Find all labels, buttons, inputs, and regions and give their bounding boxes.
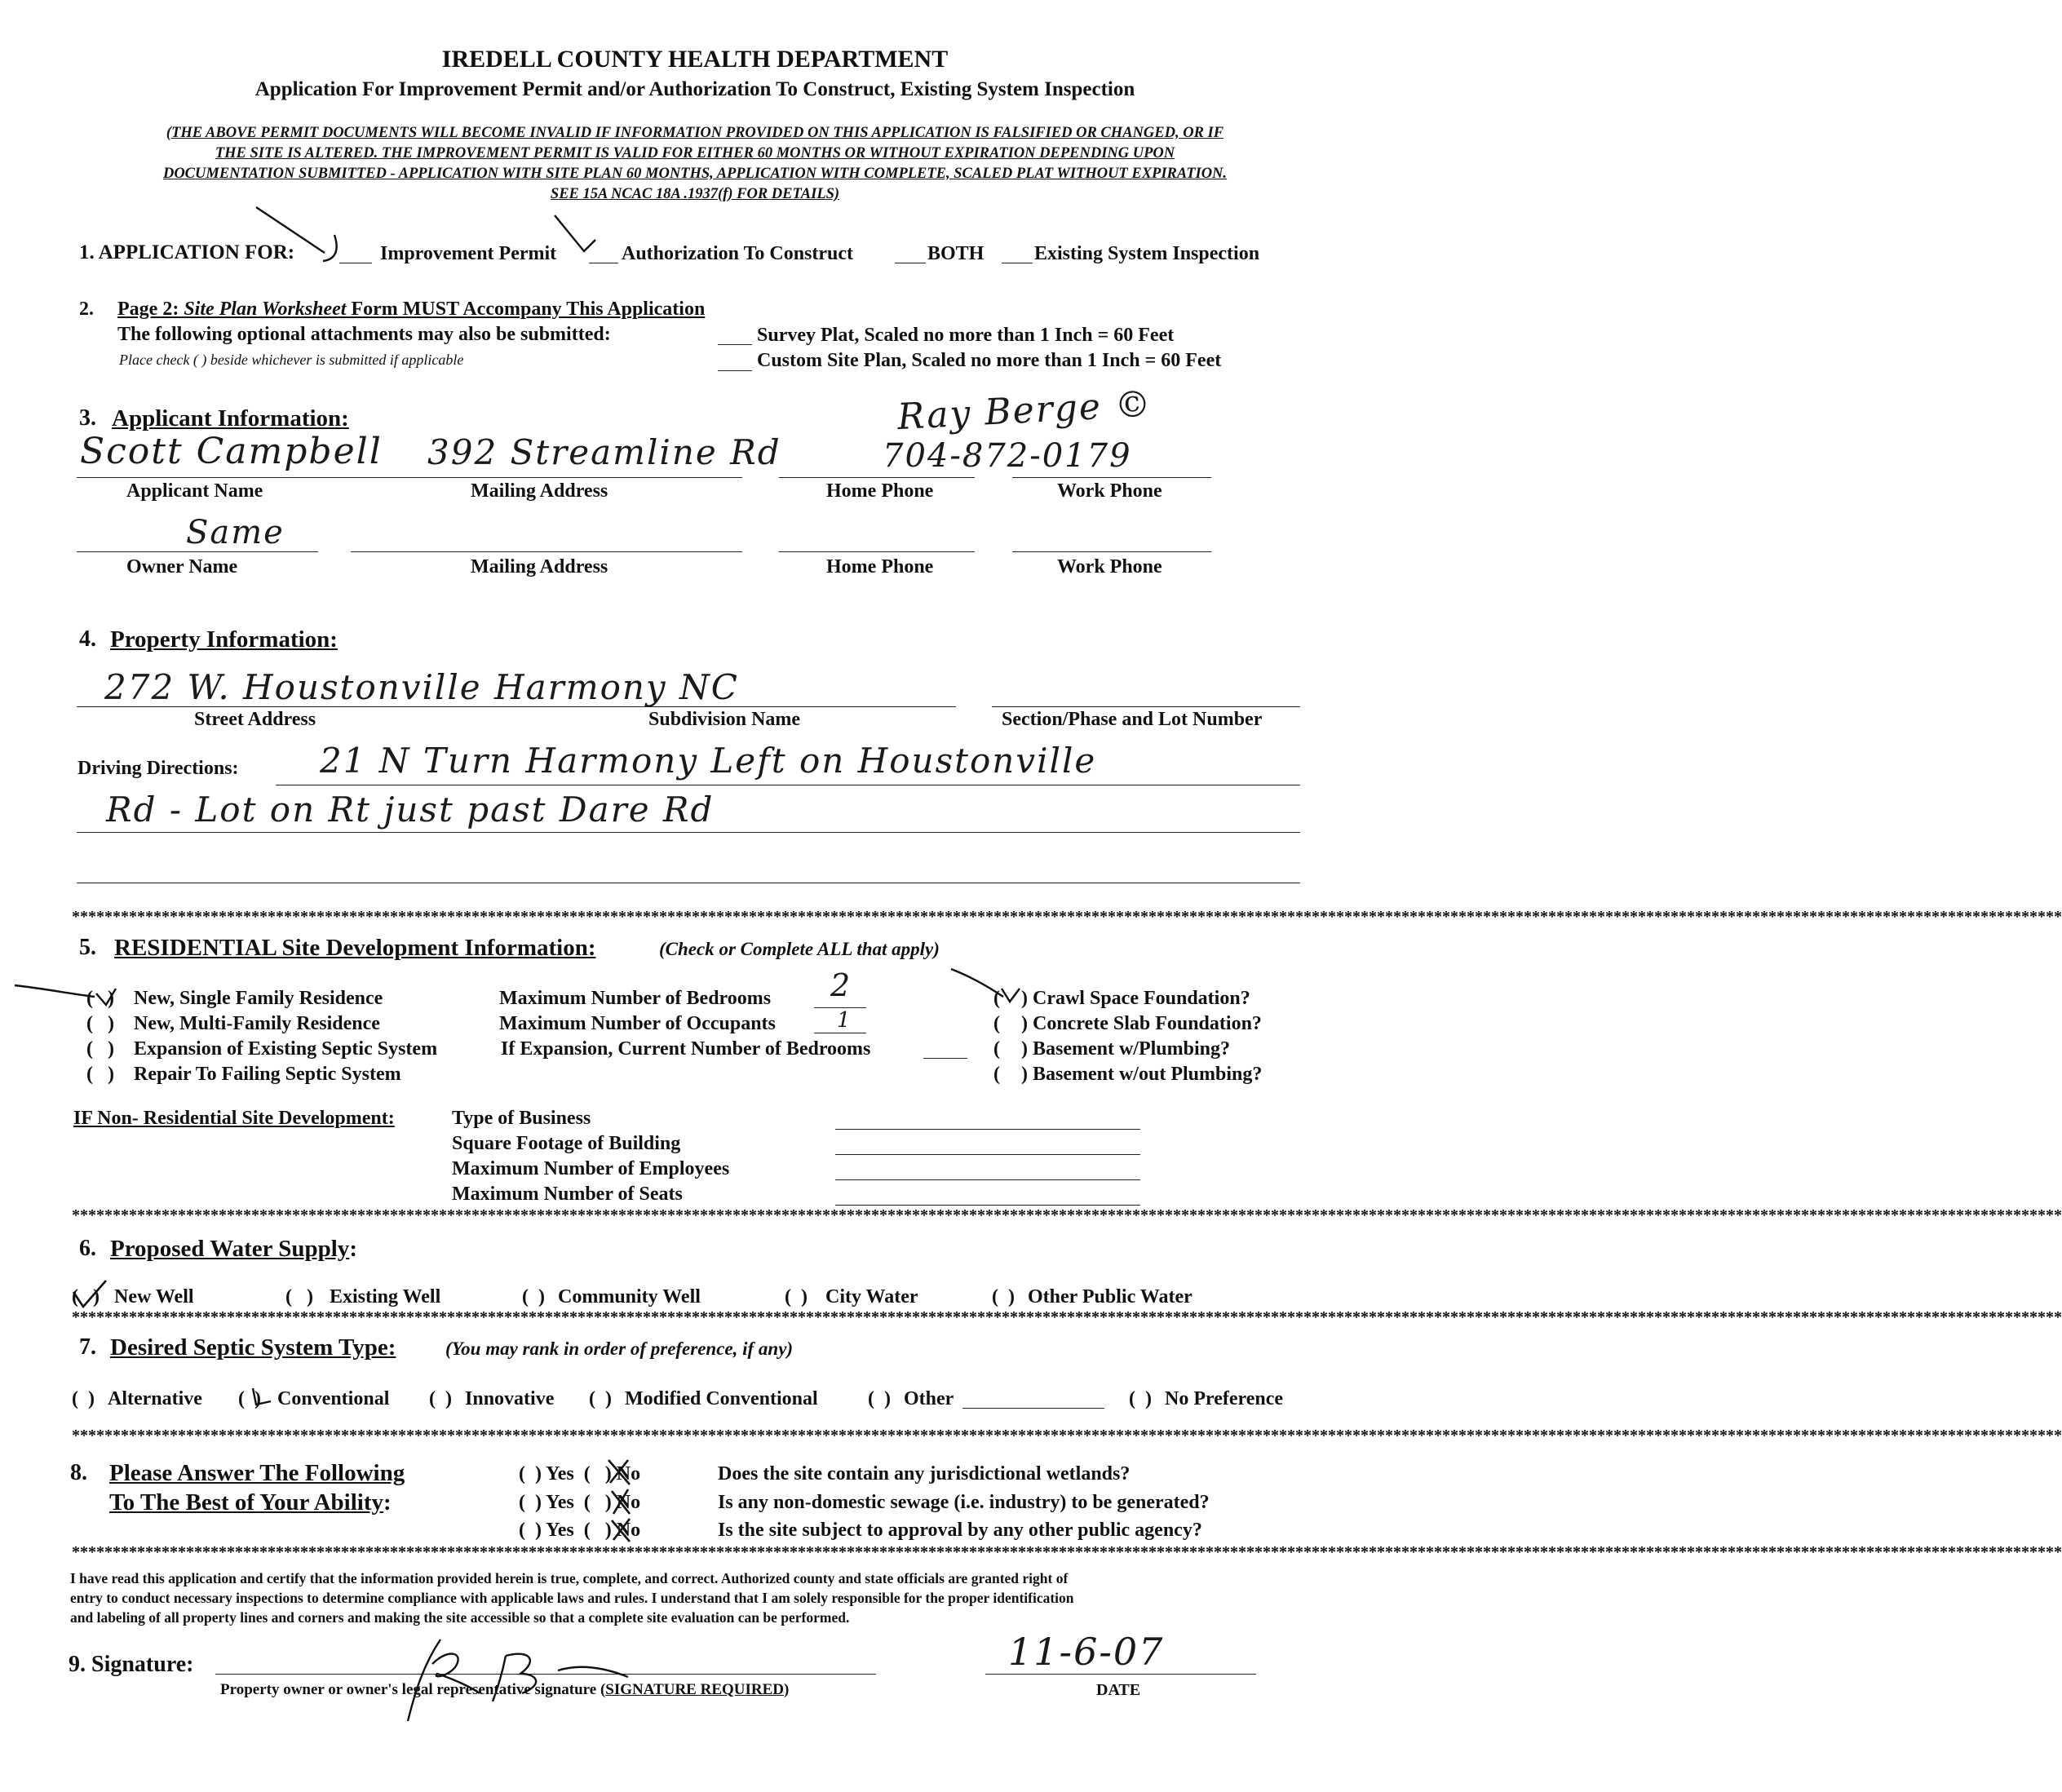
option-concrete-slab[interactable]: ) Concrete Slab Foundation? xyxy=(1021,1013,1262,1034)
notice-line: THE SITE IS ALTERED. THE IMPROVEMENT PERMIT IS VALID FOR EITHER 60 MONTHS OR WITHOUT EXPIRATION DEPENDING UPON xyxy=(215,145,1175,162)
question-row-2: ( ) Yes ( ) No xyxy=(519,1492,641,1513)
owner-mailing-address-label: Mailing Address xyxy=(471,556,608,577)
no-label[interactable]: No xyxy=(616,1520,641,1541)
separator: **************************************************************************************************************************************************************************************************************************************************** xyxy=(72,1427,2062,1445)
caption-part: Property owner or owner's legal representative signature ( xyxy=(220,1681,606,1698)
type-of-business-label: Type of Business xyxy=(452,1108,591,1129)
max-bedrooms-label: Maximum Number of Bedrooms xyxy=(499,988,772,1009)
option-both[interactable]: BOTH xyxy=(927,243,985,264)
separator: **************************************************************************************************************************************************************************************************************************************************** xyxy=(72,1543,2062,1561)
residential-hint: (Check or Complete ALL that apply) xyxy=(659,939,940,959)
home-phone-label: Home Phone xyxy=(826,480,934,502)
option-authorization-to-construct[interactable]: Authorization To Construct xyxy=(622,243,854,264)
check-mark-icon xyxy=(246,1383,274,1411)
checkbox-paren[interactable]: ( ) xyxy=(992,1286,1015,1307)
check-mark-icon xyxy=(11,977,134,1018)
date-label: DATE xyxy=(1096,1681,1141,1699)
heading-colon: : xyxy=(383,1489,392,1515)
option-crawl-space[interactable]: ) Crawl Space Foundation? xyxy=(1021,988,1250,1009)
notice-line: DOCUMENTATION SUBMITTED - APPLICATION WITH SITE PLAN 60 MONTHS, APPLICATION WITH COMPLETE, SCALED PLAT WITHOUT EXPIRATION. xyxy=(162,166,1228,182)
checkbox-paren[interactable]: ( ) xyxy=(86,1064,114,1085)
title-part: Page 2: xyxy=(117,299,184,320)
question-row-3: ( ) Yes ( ) No xyxy=(519,1520,641,1541)
check-mark-icon xyxy=(548,210,622,268)
application-for-label: 1. APPLICATION FOR: xyxy=(79,241,295,263)
site-plan-requirement xyxy=(117,299,705,321)
heading-text: To The Best of Your Ability xyxy=(109,1489,383,1515)
checkbox-paren[interactable]: ( ) xyxy=(86,1013,114,1034)
directions-handwriting-line2[interactable]: Rd - Lot on Rt just past Dare Rd xyxy=(106,790,715,830)
driving-directions-label: Driving Directions: xyxy=(77,758,239,779)
question-other-agency: Is the site subject to approval by any other public agency? xyxy=(718,1520,1202,1541)
question-wetlands: Does the site contain any jurisdictional wetlands? xyxy=(718,1463,1131,1484)
heading-colon: : xyxy=(349,1236,357,1262)
phone-handwriting[interactable]: 704-872-0179 xyxy=(883,437,1132,475)
certification-line: I have read this application and certify that the information provided herein is true, complete, and correct. Authorized county and state officials are granted right of xyxy=(70,1570,1069,1586)
separator: **************************************************************************************************************************************************************************************************************************************************** xyxy=(72,908,2062,926)
notice-line: (THE ABOVE PERMIT DOCUMENTS WILL BECOME INVALID IF INFORMATION PROVIDED ON THIS APPLICATION IS FALSIFIED OR CHANGED, OR IF xyxy=(166,125,1224,141)
option-repair: Repair To Failing Septic System xyxy=(134,1064,401,1085)
date-handwriting[interactable]: 11-6-07 xyxy=(1008,1630,1165,1674)
section-number: 8. xyxy=(70,1460,87,1485)
option-multi-family: New, Multi-Family Residence xyxy=(134,1013,380,1034)
x-mark-icon xyxy=(604,1457,636,1489)
check-note: Place check ( ) beside whichever is submitted if applicable xyxy=(119,352,464,368)
option-custom-site-plan[interactable]: Custom Site Plan, Scaled no more than 1 Inch = 60 Feet xyxy=(757,350,1222,371)
street-address-handwriting[interactable]: 272 W. Houstonville Harmony NC xyxy=(104,667,739,707)
bedrooms-handwriting[interactable]: 2 xyxy=(830,967,852,1003)
section-number: 7. xyxy=(79,1334,96,1360)
section-number: 4. xyxy=(79,626,96,652)
street-address-label: Street Address xyxy=(194,709,316,730)
owner-work-phone-label: Work Phone xyxy=(1057,556,1162,577)
check-mark-icon xyxy=(245,202,375,268)
signature-required-note: SIGNATURE REQUIRED xyxy=(605,1681,785,1698)
option-conventional: Conventional xyxy=(277,1388,390,1409)
form-title: IREDELL COUNTY HEALTH DEPARTMENT xyxy=(441,46,949,73)
separator: **************************************************************************************************************************************************************************************************************************************************** xyxy=(72,1206,2062,1224)
option-new-well: New Well xyxy=(114,1286,194,1307)
title-part: Site Plan Worksheet xyxy=(184,299,347,320)
option-other: Other xyxy=(904,1388,954,1409)
checkbox-paren[interactable]: ( ) xyxy=(868,1388,891,1409)
property-information-heading: Property Information: xyxy=(110,626,338,653)
heading-text: Proposed Water Supply xyxy=(110,1236,350,1262)
checkbox-paren[interactable]: ( ) xyxy=(72,1388,95,1409)
septic-type-hint: (You may rank in order of preference, if any) xyxy=(445,1338,794,1359)
signature-handwriting[interactable] xyxy=(383,1631,644,1729)
owner-home-phone-label: Home Phone xyxy=(826,556,934,577)
directions-handwriting-line1[interactable]: 21 N Turn Harmony Left on Houstonville xyxy=(320,741,1097,781)
checkbox-paren[interactable]: ( ) xyxy=(285,1286,313,1307)
septic-type-heading: Desired Septic System Type: xyxy=(110,1334,396,1361)
question-row-1: ( ) Yes ( ) No xyxy=(519,1463,641,1484)
form-subtitle: Application For Improvement Permit and/or Authorization To Construct, Existing System Inspection xyxy=(254,78,1135,100)
occupants-handwriting[interactable]: 1 xyxy=(837,1008,852,1033)
signature-label: 9. Signature: xyxy=(69,1652,194,1677)
option-modified-conventional: Modified Conventional xyxy=(625,1388,818,1409)
option-basement-plumbing[interactable]: ) Basement w/Plumbing? xyxy=(1021,1038,1231,1060)
checkbox-paren[interactable]: ( ) xyxy=(785,1286,808,1307)
option-existing-well: Existing Well xyxy=(330,1286,441,1307)
applicant-name-handwriting[interactable]: Scott Campbell xyxy=(80,431,383,472)
option-single-family: New, Single Family Residence xyxy=(134,988,383,1009)
option-other-public-water: Other Public Water xyxy=(1028,1286,1193,1307)
max-employees-label: Maximum Number of Employees xyxy=(452,1158,730,1179)
checkbox-paren[interactable]: ( ) xyxy=(86,1038,114,1060)
section-number: 6. xyxy=(79,1236,96,1261)
x-mark-icon xyxy=(605,1514,641,1546)
applicant-name-label: Applicant Name xyxy=(126,480,263,502)
question-non-domestic-sewage: Is any non-domestic sewage (i.e. industry) to be generated? xyxy=(718,1492,1210,1513)
checkbox-paren[interactable]: ( ) xyxy=(429,1388,452,1409)
option-survey-plat[interactable]: Survey Plat, Scaled no more than 1 Inch = 60 Feet xyxy=(757,325,1175,346)
yes-label[interactable]: Yes xyxy=(546,1492,574,1513)
option-innovative: Innovative xyxy=(465,1388,555,1409)
applicant-information-heading: Applicant Information: xyxy=(112,405,349,431)
square-footage-label: Square Footage of Building xyxy=(452,1133,681,1154)
section-lot-number-label: Section/Phase and Lot Number xyxy=(1002,709,1263,730)
checkbox-paren[interactable]: ( ) xyxy=(72,1286,100,1307)
title-part: Form MUST Accompany This Application xyxy=(346,299,706,320)
questions-heading-line1: Please Answer The Following xyxy=(109,1460,405,1486)
non-residential-label: IF Non- Residential Site Development: xyxy=(73,1108,395,1129)
checkbox-paren[interactable]: ( xyxy=(993,988,1000,1009)
owner-name-handwriting[interactable]: Same xyxy=(186,514,285,551)
option-existing-system-inspection[interactable]: Existing System Inspection xyxy=(1034,243,1260,264)
mailing-address-label: Mailing Address xyxy=(471,480,608,502)
separator: **************************************************************************************************************************************************************************************************************************************************** xyxy=(72,1308,2062,1326)
yes-label[interactable]: Yes xyxy=(546,1463,574,1484)
checkbox-paren[interactable]: ( ) xyxy=(86,988,114,1009)
option-no-preference: No Preference xyxy=(1165,1388,1284,1409)
caption-part: ) xyxy=(784,1681,790,1698)
checkbox-paren[interactable]: ( xyxy=(993,1064,1000,1085)
no-label[interactable]: No xyxy=(616,1463,641,1484)
signature-caption xyxy=(220,1681,789,1699)
option-community-well: Community Well xyxy=(558,1286,701,1307)
option-improvement-permit[interactable]: Improvement Permit xyxy=(380,243,557,264)
questions-heading-line2 xyxy=(109,1489,392,1516)
checkbox-paren[interactable]: ( ) xyxy=(238,1388,261,1409)
mailing-address-handwriting[interactable]: 392 Streamline Rd xyxy=(427,432,781,472)
optional-attachments-text: The following optional attachments may also be submitted: xyxy=(117,324,611,345)
section-number: 3. xyxy=(79,405,96,431)
checkbox-paren[interactable]: ( ) xyxy=(1129,1388,1152,1409)
subdivision-name-label: Subdivision Name xyxy=(648,709,801,730)
work-phone-label: Work Phone xyxy=(1057,480,1162,502)
owner-name-label: Owner Name xyxy=(126,556,238,577)
no-label[interactable]: No xyxy=(616,1492,641,1513)
check-mark-icon xyxy=(948,964,1029,1013)
option-expansion: Expansion of Existing Septic System xyxy=(134,1038,438,1060)
option-city-water: City Water xyxy=(825,1286,918,1307)
option-alternative: Alternative xyxy=(108,1388,202,1409)
certification-line: and labeling of all property lines and corners and making the site accessible so that a complete site evaluation can be performed. xyxy=(70,1609,850,1626)
notice-line: SEE 15A NCAC 18A .1937(f) FOR DETAILS) xyxy=(550,186,840,202)
checkbox-paren[interactable]: ( ) xyxy=(589,1388,612,1409)
checkbox-paren[interactable]: ( xyxy=(993,1013,1000,1034)
checkbox-paren[interactable]: ( xyxy=(993,1038,1000,1060)
checkbox-paren[interactable]: ( ) xyxy=(522,1286,545,1307)
section-number: 5. xyxy=(79,935,96,960)
option-basement-no-plumbing[interactable]: ) Basement w/out Plumbing? xyxy=(1021,1064,1263,1085)
contact-name-handwriting: Ray Berge © xyxy=(896,383,1153,439)
max-seats-label: Maximum Number of Seats xyxy=(452,1184,683,1205)
residential-heading: RESIDENTIAL Site Development Information: xyxy=(114,935,596,961)
section-number: 2. xyxy=(79,299,94,320)
current-bedrooms-label: If Expansion, Current Number of Bedrooms xyxy=(501,1038,871,1060)
max-occupants-label: Maximum Number of Occupants xyxy=(499,1013,776,1034)
water-supply-heading xyxy=(110,1236,357,1263)
yes-label[interactable]: Yes xyxy=(546,1520,574,1541)
certification-line: entry to conduct necessary inspections to determine compliance with applicable laws and rules. I understand that I am solely responsible for the proper identification xyxy=(70,1590,1074,1606)
